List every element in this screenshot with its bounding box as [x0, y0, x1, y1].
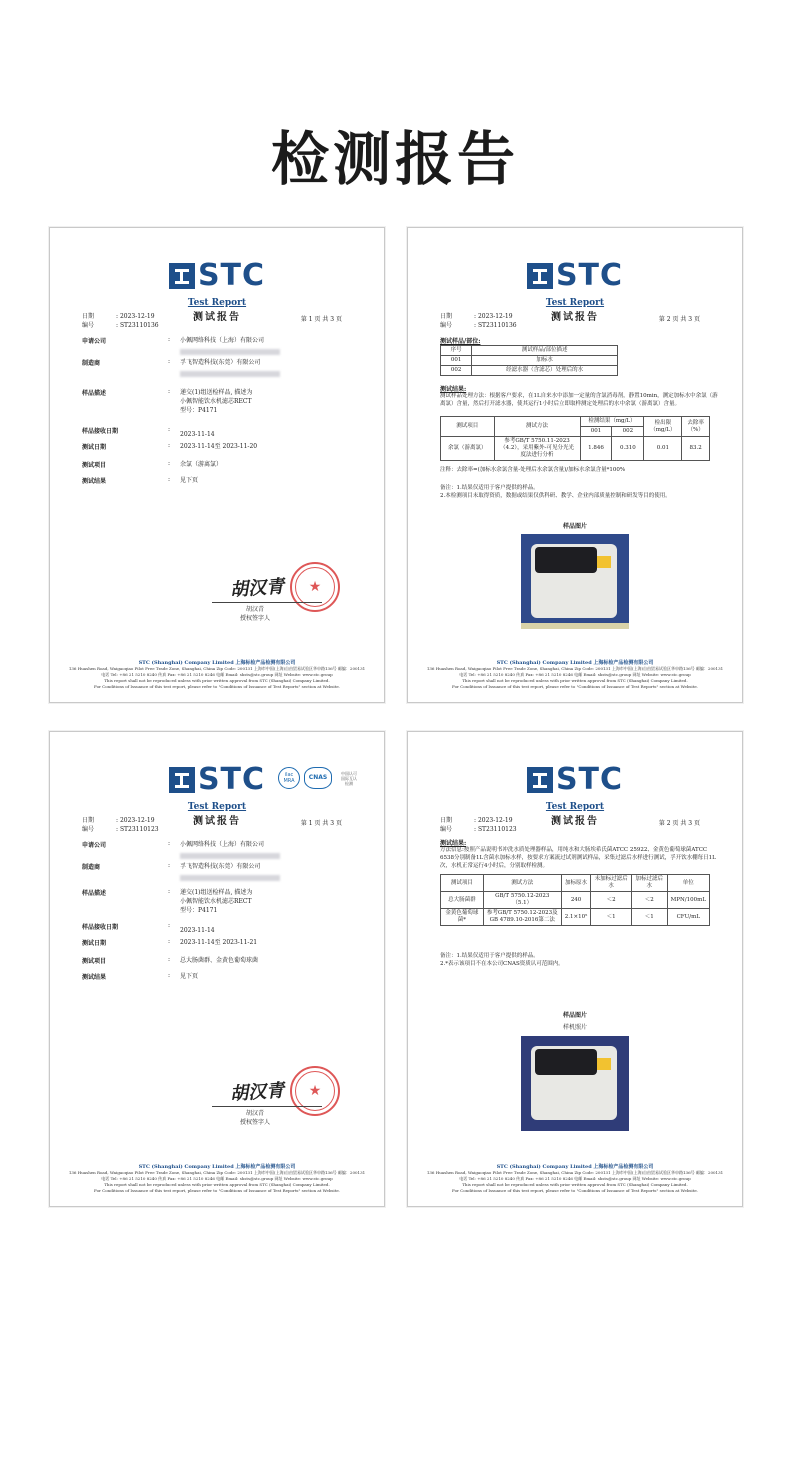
- page-heading: 检测报告: [270, 125, 519, 193]
- field-value-text: 小佩网络科技（上海）有限公司: [180, 337, 265, 344]
- stc-mark-icon: [527, 263, 553, 289]
- table-row: [441, 346, 618, 356]
- table-head-cell: 测试方法: [494, 417, 580, 437]
- report-page-3: STC ilac MRA CNAS 中国认可 国际互认 检测 Test Report 测试报告 日期 : 2023-12-19 编号 : ST23110123 第 1 页 共 3 页 申请公司 : 小佩网络科技（上海）有限公司 制造商 : 孚飞智造科技(东莞）有限公司 样品描述 : 递交(1)组送检样品, 描述为 小佩智能饮水机滤芯RECT 型号：P4171 样品接收日期 : 2023-11-14 测试日期 : 2023-11-14至 2023-11-21 测试项目 : 总大肠菌群、金黄色葡萄球菌 测试结果 : 见下页 胡汉青 ★ 胡汉青 授权签字人 STC (Shanghai) Company Limited 上海标检产品检测有限公司 136 Huashen Road, Waigaoqiao Pilot Free Trade Zone, Shanghai, China Zip Code: 200131 上海市中国(上海)自由贸易试验区华申路136号 邮编：200131 电话 Tel: +86 21 5210 8240 传真 Fax: +86 21 5210 8246 电邮 Email: shsts@stc.group 网址 Website: www.stc.group This report shall not be reproduced unless with prior written approval from STC (Shanghai) Company Limited. For Conditions of Issuance of this test report, please refer to "Conditions of Issuance of Test Reports" section at Website.: [49, 731, 385, 1207]
- footer-notice: This report shall not be reproduced unless with prior written approval from STC (Shanghai) Company Limited.: [462, 678, 688, 683]
- field-value: [180, 840, 280, 859]
- footer-address: 136 Huashen Road, Waigaoqiao Pilot Free Trade Zone, Shanghai, China Zip Code: 200131 上海市中国(上海)自由贸易试验区华申路136号 邮编：200131: [426, 1170, 724, 1175]
- report-date: 2023-12-19: [477, 313, 513, 320]
- table-cell: MPN/100mL: [667, 892, 709, 909]
- test-report-title-cn: 测试报告: [551, 816, 599, 827]
- footer-notice2: For Conditions of Issuance of this test report, please refer to "Conditions of Issuance of Test Reports" section at Website.: [94, 684, 340, 689]
- stc-logo: [408, 762, 742, 797]
- sample-image-label: 样品图片: [562, 1012, 587, 1019]
- table-cell: 经滤水器（含滤芯）处理后的水: [472, 366, 618, 376]
- test-report-title: Test Report: [187, 802, 247, 812]
- page-number: 第 1 页 共 3 页: [300, 316, 342, 323]
- report-meta: 日期 : 2023-12-19 编号 : ST23110123: [82, 817, 159, 833]
- product-lid: [535, 1049, 597, 1075]
- redacted-block: [180, 875, 280, 881]
- product-body: [531, 1046, 617, 1120]
- signer-name: 胡汉青: [245, 1110, 264, 1117]
- table-head-cell: 测试样品/部位描述: [472, 346, 618, 356]
- field-key: 测试日期: [82, 444, 107, 451]
- table-head-cell: 加标过滤后水: [631, 875, 667, 892]
- product-tag: [597, 1058, 611, 1070]
- report-page-2: [407, 227, 743, 703]
- result-table: [440, 874, 710, 926]
- report-footer: [60, 1164, 374, 1194]
- field-value: 2023-11-14: [180, 927, 215, 934]
- report-date: 2023-12-19: [119, 817, 155, 824]
- test-report-title: Test Report: [545, 802, 605, 812]
- signer-title: 授权签字人: [239, 1119, 270, 1126]
- field-key: 样品接收日期: [82, 428, 119, 435]
- table-cell: 2.1×10⁵: [561, 909, 591, 926]
- product-lid: [535, 547, 597, 573]
- field-value-text: 小佩网络科技（上海）有限公司: [180, 841, 265, 848]
- report-number: ST23110123: [119, 826, 159, 833]
- certification-marks: [278, 767, 362, 789]
- no-label: 编号: [82, 322, 95, 329]
- table-cell: 0.310: [612, 437, 644, 461]
- report-page-1: STC Test Report 测试报告 日期 : 2023-12-19 编号 : ST23110136 第 1 页 共 3 页 申请公司 : 小佩网络科技（上海）有限公司 制造商 : 孚飞智造科技(东莞）有限公司 样品描述 : 递交(1)组送检样品, 描述为 小佩智能饮水机滤芯RECT 型号：P4171 样品接收日期 : 2023-11-14 测试日期 : 2023-11-14至 2023-11-20 测试项目 : 余氯（游离氯） 测试结果 : 见下页 胡汉青 ★ 胡汉青 授权签字人 STC (Shanghai) Company Limited 上海标检产品检测有限公司 136 Huashen Road, Waigaoqiao Pilot Free Trade Zone, Shanghai, China Zip Code: 200131 上海市中国(上海)自由贸易试验区华申路136号 邮编：200131 电话 Tel: +86 21 5210 8240 传真 Fax: +86 21 5210 8246 电邮 Email: shsts@stc.group 网址 Website: www.stc.group This report shall not be reproduced unless with prior written approval from STC (Shanghai) Company Limited. For Conditions of Issuance of this test report, please refer to "Conditions of Issuance of Test Reports" section at Website.: [49, 227, 385, 703]
- footer-notice2: For Conditions of Issuance of this test report, please refer to "Conditions of Issuance of Test Reports" section at Website.: [452, 1188, 698, 1193]
- report-footer: [418, 660, 732, 690]
- table-head-cell: 检测结果（mg/L）: [580, 417, 644, 427]
- page-number: 第 2 页 共 3 页: [658, 316, 700, 323]
- signer-block: [230, 605, 280, 623]
- method-text: 方法信息:按照产品说明书冲洗水质处理器样品，用纯水和大肠埃希氏菌ATCC 25922、金黄色葡萄球菌ATCC 6538分别制备1L含菌水加标水样，按要求方案流过试剂测试样品，采集过滤后水样进行测试，孚开饮水棚每日1L次，水机正常运行4小时后，分别取样检测。: [440, 847, 716, 869]
- table-head-cell: 单位: [667, 875, 709, 892]
- accreditation-text-icon: 中国认可 国际互认 检测: [341, 770, 357, 786]
- seal-stamp-icon: ★: [290, 562, 340, 612]
- field-value: 见下页: [180, 973, 199, 980]
- signer-block: [230, 1109, 280, 1127]
- report-meta: 日期 : 2023-12-19 编号 : ST23110136: [440, 313, 517, 329]
- footer-notice2: For Conditions of Issuance of this test report, please refer to "Conditions of Issuance of Test Reports" section at Website.: [452, 684, 698, 689]
- table-head-cell: 检出限 （mg/L）: [644, 417, 682, 437]
- stc-logo-text: STC: [555, 762, 624, 797]
- footer-contact: 电话 Tel: +86 21 5210 8240 传真 Fax: +86 21 5210 8246 电邮 Email: shsts@stc.group 网址 Website: www.stc.group: [459, 672, 691, 677]
- section-result: 测试结果:: [440, 386, 467, 393]
- table-cell: 240: [561, 892, 591, 909]
- field-value: 总大肠菌群、金黄色葡萄球菌: [180, 957, 259, 964]
- signer-title: 授权签字人: [239, 615, 270, 622]
- section-sample: 测试样品/部位:: [440, 338, 481, 345]
- report-footer: [60, 660, 374, 690]
- redacted-block: [180, 349, 280, 355]
- table-row: [441, 356, 618, 366]
- table-row: [441, 366, 618, 376]
- report-number: ST23110123: [477, 826, 517, 833]
- signature: 胡汉青: [229, 1080, 285, 1105]
- test-report-title: Test Report: [187, 298, 247, 308]
- note-text: 注释：去除率=(加标水余氯含量-处理后水余氯含量)/加标水余氯含量*100%: [440, 467, 626, 473]
- field-value: 余氯（游离氯）: [180, 461, 223, 468]
- field-key: 测试日期: [82, 940, 107, 947]
- footer-company: STC (Shanghai) Company Limited 上海标检产品检测有限公司: [138, 660, 296, 666]
- sample-photo: [521, 1036, 629, 1131]
- report-date: 2023-12-19: [119, 313, 155, 320]
- table-cell: ＜2: [631, 892, 667, 909]
- stc-mark-icon: [169, 263, 195, 289]
- table-head-cell: 测试项目: [441, 875, 484, 892]
- footer-address: 136 Huashen Road, Waigaoqiao Pilot Free Trade Zone, Shanghai, China Zip Code: 200131 上海市中国(上海)自由贸易试验区华申路136号 邮编：200131: [68, 1170, 366, 1175]
- report-number: ST23110136: [119, 322, 159, 329]
- report-footer: [418, 1164, 732, 1194]
- test-report-title-cn: 测试报告: [193, 816, 241, 827]
- field-value: 见下页: [180, 477, 199, 484]
- field-value: 2023-11-14至 2023-11-20: [180, 443, 258, 450]
- field-value: 递交(1)组送检样品, 描述为 小佩智能饮水机滤芯RECT 型号：P4171: [180, 389, 253, 414]
- field-key: 测试项目: [82, 958, 107, 965]
- field-value-text: 孚飞智造科技(东莞）有限公司: [180, 863, 261, 870]
- footer-contact: 电话 Tel: +86 21 5210 8240 传真 Fax: +86 21 5210 8246 电邮 Email: shsts@stc.group 网址 Website: www.stc.group: [101, 672, 333, 677]
- sample-image-label: 样品图片: [562, 523, 587, 530]
- table-cell: 002: [441, 366, 472, 376]
- no-label: 编号: [82, 826, 95, 833]
- signature-line: [212, 602, 322, 603]
- section-result: 测试结果:: [440, 840, 467, 847]
- footer-notice: This report shall not be reproduced unless with prior written approval from STC (Shanghai) Company Limited.: [104, 678, 330, 683]
- ruler: [521, 623, 629, 629]
- table-row: [441, 437, 710, 461]
- stc-logo: [408, 258, 742, 293]
- table-cell: 1.846: [580, 437, 612, 461]
- report-meta: 日期 : 2023-12-19 编号 : ST23110123: [440, 817, 517, 833]
- field-value-text: 孚飞智造科技(东莞）有限公司: [180, 359, 261, 366]
- field-key: 申请公司: [82, 338, 107, 345]
- redacted-block: [180, 371, 280, 377]
- field-key: 测试结果: [82, 974, 107, 981]
- field-value: [180, 336, 280, 355]
- stc-logo-text: STC: [197, 258, 266, 293]
- table-head-cell: 去除率 （%）: [682, 417, 710, 437]
- footer-address: 136 Huashen Road, Waigaoqiao Pilot Free Trade Zone, Shanghai, China Zip Code: 200131 上海市中国(上海)自由贸易试验区华申路136号 邮编：200131: [68, 666, 366, 671]
- page-number: 第 2 页 共 3 页: [658, 820, 700, 827]
- test-report-title-cn: 测试报告: [551, 312, 599, 323]
- sample-image-sublabel: 样机照片: [562, 1024, 587, 1031]
- table-head-cell: 未加标过滤后水: [591, 875, 631, 892]
- report-meta: 日期 : 2023-12-19 编号 : ST23110136: [82, 313, 159, 329]
- footer-notice: This report shall not be reproduced unless with prior written approval from STC (Shanghai) Company Limited.: [104, 1182, 330, 1187]
- field-key: 申请公司: [82, 842, 107, 849]
- ilac-mra-icon: ilac MRA: [278, 767, 300, 789]
- redacted-block: [180, 853, 280, 859]
- field-value: 2023-11-14: [180, 431, 215, 438]
- table-cell: 83.2: [682, 437, 710, 461]
- stc-logo-text: STC: [555, 258, 624, 293]
- table-head-cell: 001: [580, 427, 612, 437]
- report-page-4: [407, 731, 743, 1207]
- field-value: [180, 862, 280, 881]
- method-text: 测试样品处理方法：根据客户要求，在1L自来水中添加一定量的含氯消毒剂，静置10min，测定加标水中余氯（游离氯）含量，然后打开滤水器，使其运行1小时后立即取样测定处理后的水中余氯（游离氯）含量。: [440, 393, 718, 407]
- field-key: 制造商: [82, 360, 101, 367]
- field-value: [180, 358, 280, 377]
- table-head-cell: 测试项目: [441, 417, 495, 437]
- table-row: [441, 892, 710, 909]
- date-label: 日期: [440, 313, 453, 320]
- table-cell: 余氯（游离氯）: [441, 437, 495, 461]
- no-label: 编号: [440, 322, 453, 329]
- table-cell: 加标水: [472, 356, 618, 366]
- table-head-cell: 测试方法: [483, 875, 561, 892]
- date-label: 日期: [82, 817, 95, 824]
- table-cell: 参考GB/T 5750.12-2023及GB 4789.10-2016第二法: [483, 909, 561, 926]
- field-value: 递交(1)组送检样品, 描述为 小佩智能饮水机滤芯RECT 型号：P4171: [180, 889, 253, 914]
- sample-table: [440, 345, 618, 376]
- test-report-title-cn: 测试报告: [193, 312, 241, 323]
- stc-mark-icon: [169, 767, 195, 793]
- table-cell: ＜1: [591, 909, 631, 926]
- footer-notice: This report shall not be reproduced unless with prior written approval from STC (Shanghai) Company Limited.: [462, 1182, 688, 1187]
- field-key: 样品描述: [82, 390, 107, 397]
- test-report-title: Test Report: [545, 298, 605, 308]
- field-key: 样品接收日期: [82, 924, 119, 931]
- field-key: 测试结果: [82, 478, 107, 485]
- table-row: [441, 909, 710, 926]
- product-body: [531, 544, 617, 618]
- table-head-cell: 002: [612, 427, 644, 437]
- field-key: 测试项目: [82, 462, 107, 469]
- footer-contact: 电话 Tel: +86 21 5210 8240 传真 Fax: +86 21 5210 8246 电邮 Email: shsts@stc.group 网址 Website: www.stc.group: [101, 1176, 333, 1181]
- footer-company: STC (Shanghai) Company Limited 上海标检产品检测有限公司: [496, 660, 654, 666]
- sample-photo: [521, 534, 629, 629]
- table-head-cell: 序号: [441, 346, 472, 356]
- table-row: [441, 875, 710, 892]
- remark-text: 备注：1.结果仅适用于客户提供的样品。 2.本检测项目未取得资质，数据或结果仅供科研、教学、企业内部质量控制和研发等目的使用。: [440, 485, 671, 499]
- table-cell: ＜1: [631, 909, 667, 926]
- result-table: [440, 416, 710, 461]
- stc-logo-text: STC: [197, 762, 266, 797]
- footer-address: 136 Huashen Road, Waigaoqiao Pilot Free Trade Zone, Shanghai, China Zip Code: 200131 上海市中国(上海)自由贸易试验区华申路136号 邮编：200131: [426, 666, 724, 671]
- signature-line: [212, 1106, 322, 1107]
- report-date: 2023-12-19: [477, 817, 513, 824]
- table-cell: 总大肠菌群: [441, 892, 484, 909]
- report-number: ST23110136: [477, 322, 517, 329]
- field-key: 样品描述: [82, 890, 107, 897]
- seal-stamp-icon: ★: [290, 1066, 340, 1116]
- cnas-icon: CNAS: [304, 767, 332, 789]
- field-value: 2023-11-14至 2023-11-21: [180, 939, 258, 946]
- table-row: [441, 417, 710, 427]
- no-label: 编号: [440, 826, 453, 833]
- field-key: 制造商: [82, 864, 101, 871]
- footer-notice2: For Conditions of Issuance of this test report, please refer to "Conditions of Issuance of Test Reports" section at Website.: [94, 1188, 340, 1193]
- table-cell: 0.01: [644, 437, 682, 461]
- table-cell: ＜2: [591, 892, 631, 909]
- signature: 胡汉青: [229, 576, 285, 601]
- table-cell: 参考GB/T 5750.11-2023（4.2），采用紫外-可见分光光度法进行分析: [494, 437, 580, 461]
- stc-mark-icon: [527, 767, 553, 793]
- date-label: 日期: [440, 817, 453, 824]
- table-cell: 金黄色葡萄球菌*: [441, 909, 484, 926]
- product-tag: [597, 556, 611, 568]
- footer-contact: 电话 Tel: +86 21 5210 8240 传真 Fax: +86 21 5210 8246 电邮 Email: shsts@stc.group 网址 Website: www.stc.group: [459, 1176, 691, 1181]
- footer-company: STC (Shanghai) Company Limited 上海标检产品检测有限公司: [496, 1164, 654, 1170]
- table-cell: GB/T 5750.12-2023（5.1）: [483, 892, 561, 909]
- remark-text: 备注：1.结果仅适用于客户提供的样品。 2.*表示该项目不在本公司CNAS资质认可范围内。: [440, 953, 564, 967]
- table-cell: CFU/mL: [667, 909, 709, 926]
- footer-company: STC (Shanghai) Company Limited 上海标检产品检测有限公司: [138, 1164, 296, 1170]
- stc-logo: [50, 258, 384, 293]
- page-number: 第 1 页 共 3 页: [300, 820, 342, 827]
- date-label: 日期: [82, 313, 95, 320]
- table-head-cell: 加标原水: [561, 875, 591, 892]
- signer-name: 胡汉青: [245, 606, 264, 613]
- table-cell: 001: [441, 356, 472, 366]
